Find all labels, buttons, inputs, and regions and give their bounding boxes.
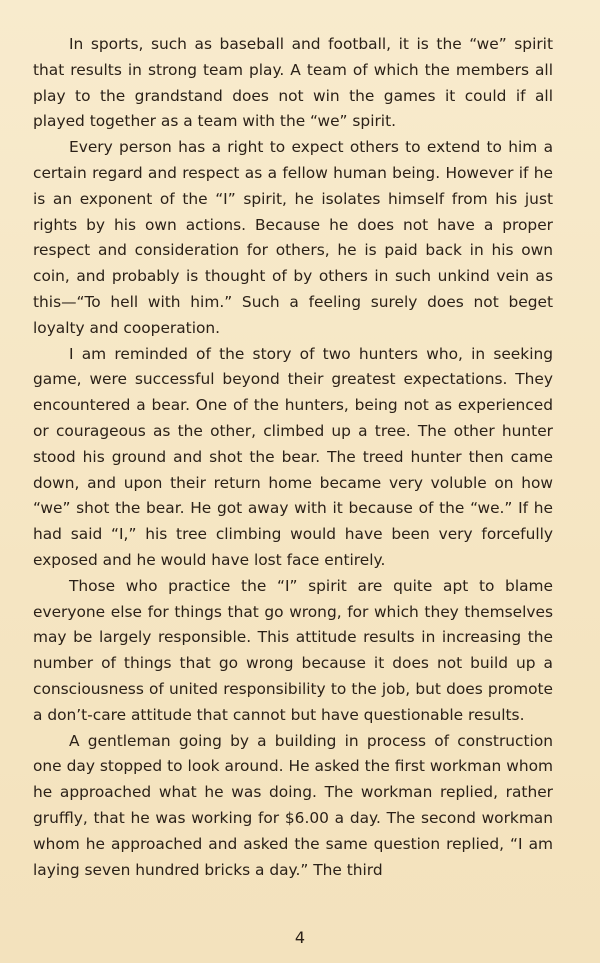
paragraph-5: A gentleman going by a building in process of construction one day stopped to look around. He asked the first workman whom he approached what he was doing. The workman replied, rather gruffly, that he was working for $6.00 a day. The second workman whom he approached and asked the same question replied, “I am laying seven hundred bricks a day.” The third [33,731,553,879]
paragraph-3: I am reminded of the story of two hunters who, in seeking game, were successful beyond their greatest expectations. They encountered a bear. One of the hunters, being not as experienced or courageous as the other, climbed up a tree. The other hunter stood his ground and shot the bear. The treed hunter then came down, and upon their return home became very voluble on how “we” shot the bear. He got away with it because of the “we.” If he had said “I,” his tree climbing would have been very forcefully exposed and he would have lost face entirely. [33,344,553,569]
paragraph-1: In sports, such as baseball and football, it is the “we” spirit that results in strong team play. A team of which the members all play to the grandstand does not win the games it could if all played together as a team with the “we” spirit. [33,35,553,131]
paragraph-2: Every person has a right to expect others to extend to him a certain regard and respect as a fellow human being. However if he is an exponent of the “I” spirit, he isolates himself from his just rights by his own actions. Because he does not have a proper respect and consideration for others, he is paid back in his own coin, and probably is thought of by others in such unkind vein as this—“To hell with him.” Such a feeling surely does not beget loyalty and cooperation. [33,138,553,337]
paragraph-4: Those who practice the “I” spirit are quite apt to blame everyone else for things that go wrong, for which they themselves may be largely responsible. This attitude results in increasing the number of things that go wrong because it does not build up a consciousness of united responsibility to the job, but does promote a don’t-care attitude that cannot but have questionable results. [33,576,553,724]
body-text [33,32,553,883]
page-number: 4 [294,928,306,947]
